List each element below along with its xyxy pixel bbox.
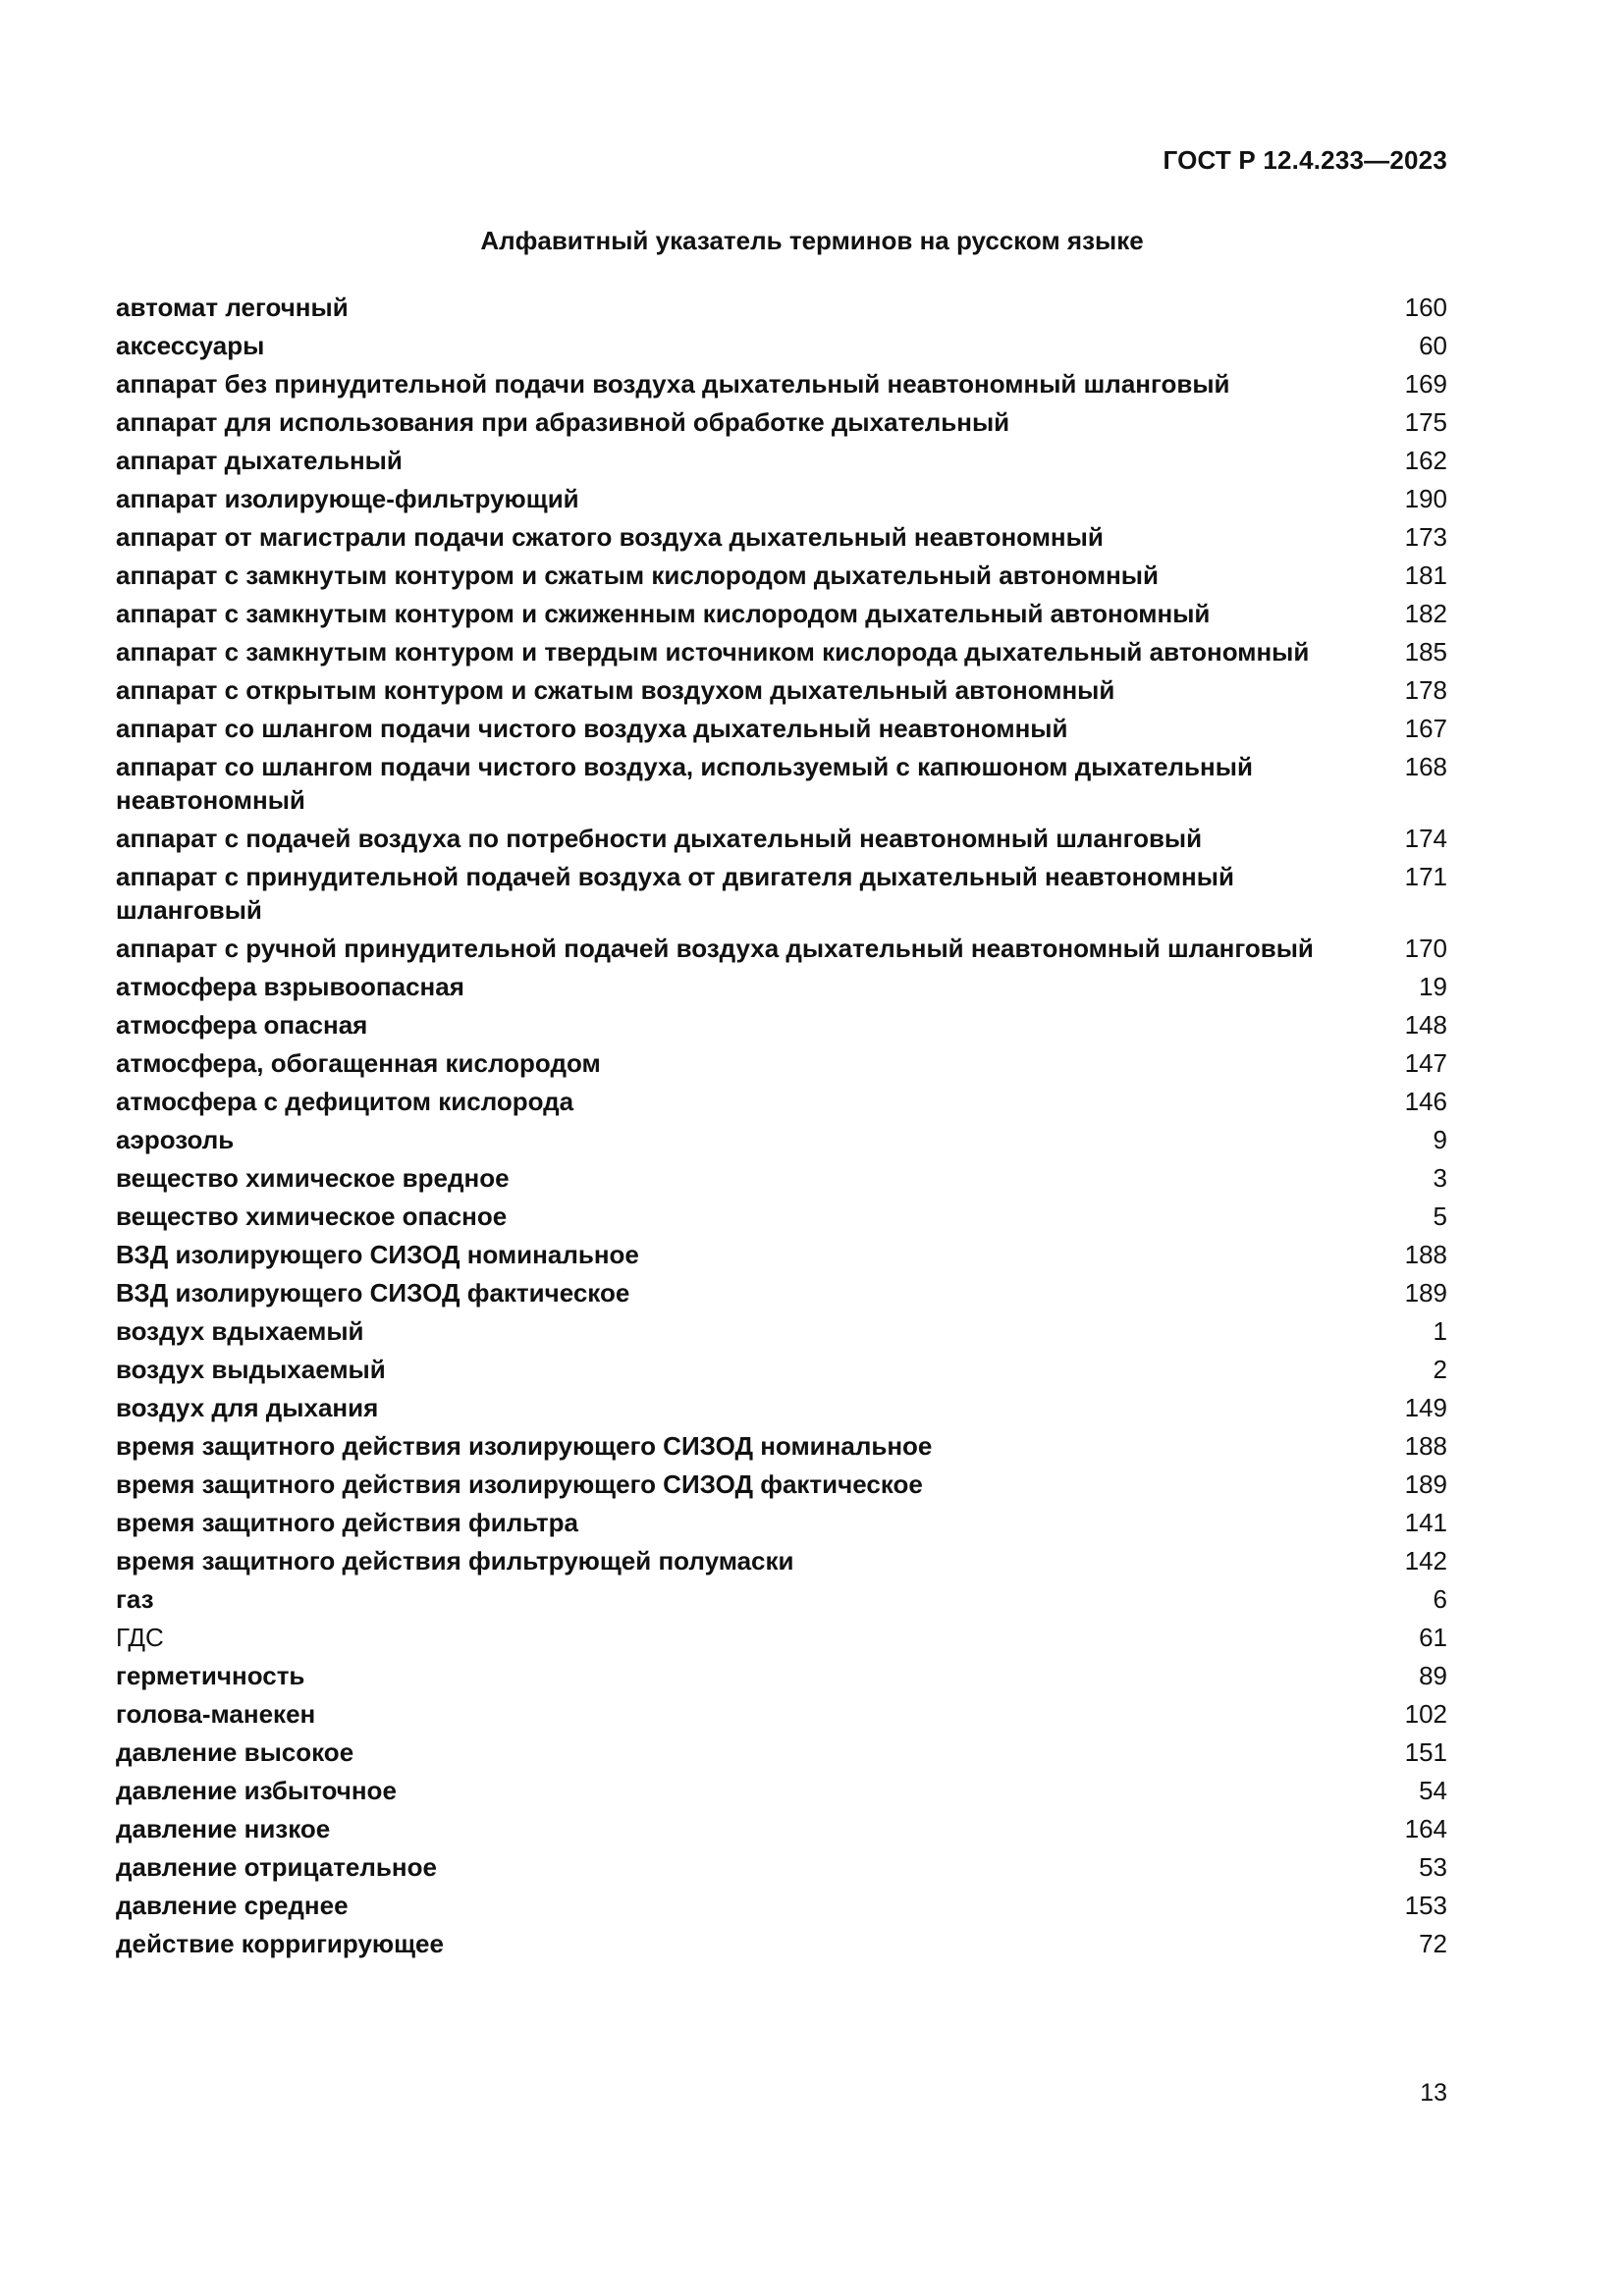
index-entry [116,1697,1447,1731]
index-entry-term: давление среднее [116,1891,349,1920]
index-entry-term: аппарат с замкнутым контуром и сжатым кислородом дыхательный автономный [116,561,1159,590]
index-entry [116,1621,1447,1654]
index-entry [116,1085,1447,1118]
index-entry [116,1314,1447,1348]
index-entry-page: 19 [1419,972,1447,1001]
index-entry [116,367,1447,400]
page-number: 13 [1420,2079,1447,2107]
index-entry [116,635,1447,668]
index-entry [116,1161,1447,1195]
index-entry-term: ГДС [116,1623,164,1652]
index-entry [116,597,1447,630]
index-entry [116,1468,1447,1501]
index-entry-term: аппарат от магистрали подачи сжатого воздуха дыхательный неавтономный [116,522,1104,552]
index-entry-term: воздух выдыхаемый [116,1355,386,1384]
index-entry [116,750,1447,817]
index-entry-page: 162 [1404,446,1447,475]
index-entry-term: давление избыточное [116,1776,397,1805]
index-entry-page: 188 [1404,1431,1447,1461]
index-entry-page: 188 [1404,1240,1447,1269]
index-entry-page: 175 [1404,407,1447,437]
index-entry [116,405,1447,439]
index-entry-term: аппарат с замкнутым контуром и сжиженным кислородом дыхательный автономный [116,599,1211,628]
index-entry [116,444,1447,477]
index-entry-term: атмосфера с дефицитом кислорода [116,1087,574,1116]
index-entry-page: 141 [1404,1508,1447,1537]
index-entry-page: 164 [1404,1814,1447,1843]
index-entry-term: аппарат с подачей воздуха по потребности дыхательный неавтономный шланговый [116,824,1203,853]
index-entry-page: 54 [1419,1776,1447,1805]
index-entry-term: аксессуары [116,331,265,360]
index-entry [116,712,1447,745]
index-entry-term: аппарат с ручной принудительной подачей воздуха дыхательный неавтономный шланговый [116,934,1314,963]
index-entry-term: атмосфера опасная [116,1010,368,1040]
index-entry-page: 189 [1404,1469,1447,1499]
index-entry-term: герметичность [116,1661,305,1690]
index-entry-term: ВЗД изолирующего СИЗОД номинальное [116,1240,639,1269]
index-entry-page: 148 [1404,1010,1447,1040]
index-entry [116,520,1447,554]
index-entry-page: 6 [1433,1584,1447,1614]
index-entry-page: 160 [1404,293,1447,322]
index-entry [116,1238,1447,1271]
index-entry-page: 182 [1404,599,1447,628]
index-entry [116,1046,1447,1080]
index-entry-page: 170 [1404,934,1447,963]
index-entry-term: атмосфера взрывоопасная [116,972,464,1001]
index-entry-page: 89 [1419,1661,1447,1690]
index-entry [116,1889,1447,1922]
index-entry-term: аппарат с открытым контуром и сжатым воздухом дыхательный автономный [116,675,1115,705]
index-entry-term: давление высокое [116,1737,354,1767]
index-entry-page: 9 [1433,1125,1447,1154]
index-entry-page: 53 [1419,1852,1447,1882]
term-index-list [116,291,1447,1965]
index-entry-page: 60 [1419,331,1447,360]
index-entry-page: 3 [1433,1163,1447,1193]
index-entry [116,1276,1447,1309]
index-entry-page: 1 [1433,1316,1447,1346]
index-entry-term: давление отрицательное [116,1852,437,1882]
index-entry-term: аппарат изолирующе-фильтрующий [116,484,579,513]
index-entry [116,291,1447,324]
index-entry-page: 147 [1404,1048,1447,1078]
index-entry [116,1200,1447,1233]
index-entry-term: ВЗД изолирующего СИЗОД фактическое [116,1278,630,1308]
index-entry-term: время защитного действия фильтрующей полумаски [116,1546,794,1575]
index-entry-page: 185 [1404,637,1447,667]
index-entry-page: 149 [1404,1393,1447,1422]
index-entry [116,932,1447,965]
index-entry-page: 142 [1404,1546,1447,1575]
index-entry-page: 171 [1404,862,1447,891]
index-entry-term: вещество химическое вредное [116,1163,510,1193]
index-entry-page: 169 [1404,369,1447,399]
index-entry [116,329,1447,362]
index-entry-term: аппарат без принудительной подачи воздуха дыхательный неавтономный шланговый [116,369,1230,399]
index-entry-page: 167 [1404,714,1447,743]
index-entry [116,482,1447,515]
index-entry [116,1735,1447,1769]
index-entry [116,1008,1447,1041]
index-entry [116,1582,1447,1616]
index-entry-page: 5 [1433,1201,1447,1231]
index-entry-term: голова-манекен [116,1699,316,1729]
index-entry [116,1544,1447,1577]
index-entry [116,1774,1447,1807]
index-entry-term: аппарат со шлангом подачи чистого воздуха дыхательный неавтономный [116,714,1068,743]
index-entry-term: аппарат с замкнутым контуром и твердым источником кислорода дыхательный автономный [116,637,1310,667]
index-entry-term: время защитного действия фильтра [116,1508,579,1537]
index-title: Алфавитный указатель терминов на русском языке [480,226,1144,255]
index-entry [116,1659,1447,1692]
index-entry [116,1927,1447,1960]
index-entry [116,559,1447,592]
index-entry-page: 174 [1404,824,1447,853]
index-entry [116,1850,1447,1884]
index-entry-page: 190 [1404,484,1447,513]
index-entry-page: 72 [1419,1929,1447,1958]
index-entry-page: 173 [1404,522,1447,552]
index-entry-term: действие корригирующее [116,1929,444,1958]
index-entry [116,1391,1447,1424]
index-entry-term: аппарат дыхательный [116,446,403,475]
index-entry-term: время защитного действия изолирующего СИЗОД фактическое [116,1469,923,1499]
index-entry [116,1353,1447,1386]
index-entry [116,673,1447,707]
index-entry-term: аэрозоль [116,1125,235,1154]
index-entry-page: 181 [1404,561,1447,590]
index-entry-term: воздух вдыхаемый [116,1316,364,1346]
document-code: ГОСТ Р 12.4.233—2023 [1163,145,1447,175]
index-entry-term: автомат легочный [116,293,349,322]
index-entry-term: газ [116,1584,154,1614]
index-entry-page: 178 [1404,675,1447,705]
index-entry-page: 168 [1404,752,1447,781]
index-entry [116,1429,1447,1463]
index-entry [116,822,1447,855]
index-entry-page: 146 [1404,1087,1447,1116]
index-entry-term: аппарат с принудительной подачей воздуха от двигателя дыхательный неавтономный шланговый [116,862,1234,925]
index-entry-term: атмосфера, обогащенная кислородом [116,1048,601,1078]
index-entry-term: воздух для дыхания [116,1393,379,1422]
index-entry-page: 102 [1404,1699,1447,1729]
index-entry-page: 2 [1433,1355,1447,1384]
index-entry [116,1123,1447,1156]
index-entry-term: аппарат со шлангом подачи чистого воздуха, используемый с капюшоном дыхательный неавтономный [116,752,1253,815]
index-entry [116,970,1447,1003]
index-entry [116,1506,1447,1539]
index-entry-page: 151 [1404,1737,1447,1767]
index-entry-term: время защитного действия изолирующего СИЗОД номинальное [116,1431,933,1461]
index-entry [116,1812,1447,1845]
index-entry [116,860,1447,927]
index-entry-term: давление низкое [116,1814,331,1843]
index-entry-page: 189 [1404,1278,1447,1308]
index-entry-term: вещество химическое опасное [116,1201,508,1231]
index-entry-term: аппарат для использования при абразивной обработке дыхательный [116,407,1010,437]
index-entry-page: 61 [1419,1623,1447,1652]
index-entry-page: 153 [1404,1891,1447,1920]
